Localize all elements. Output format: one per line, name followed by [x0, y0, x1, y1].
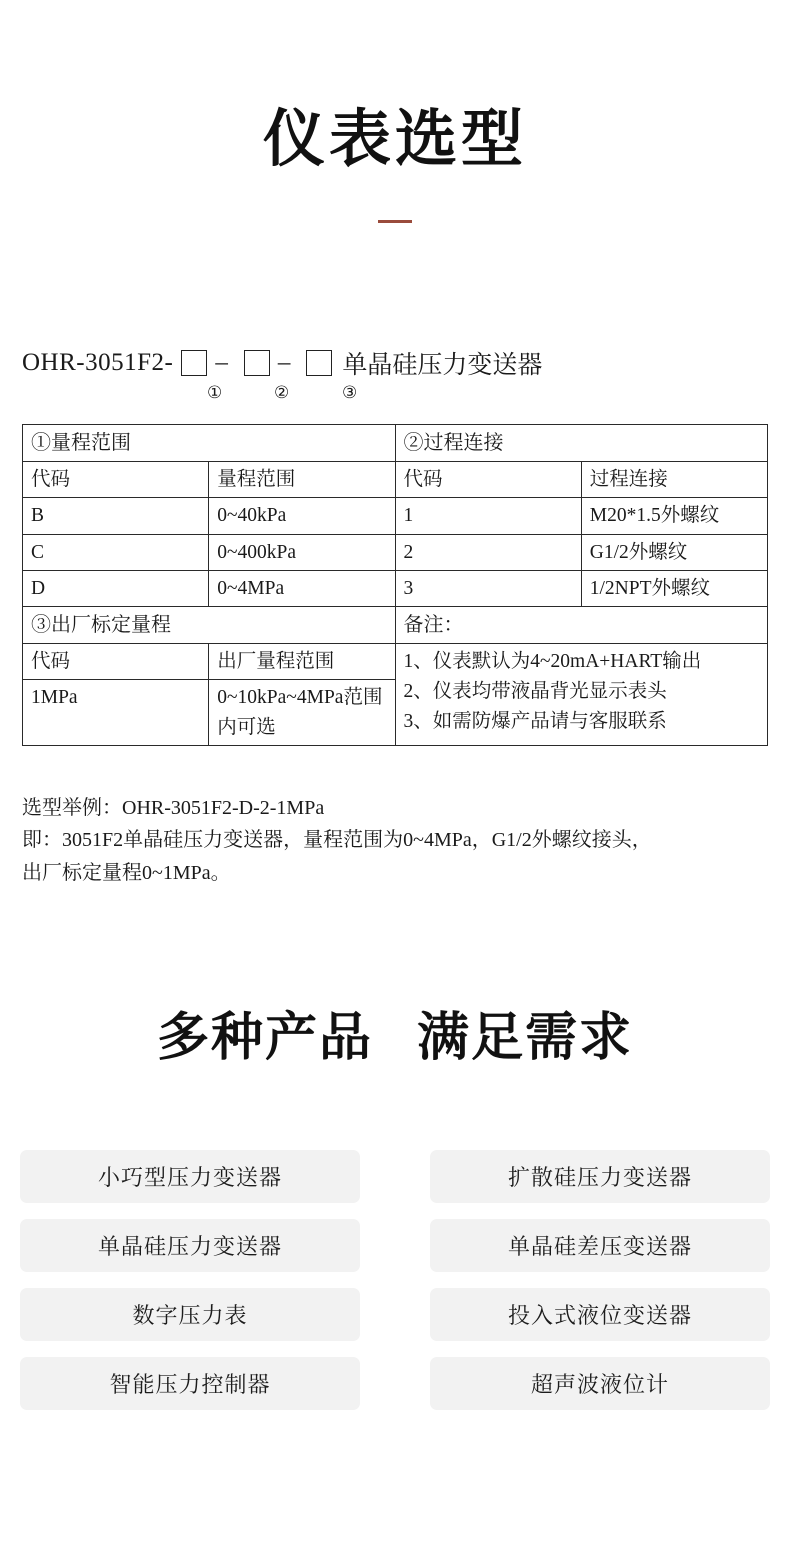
- range-code: C: [23, 534, 209, 570]
- conn-value: G1/2外螺纹: [581, 534, 767, 570]
- products-section-title: [0, 995, 790, 1070]
- conn-col-value: 过程连接: [581, 462, 767, 498]
- product-button-smart-pressure-controller[interactable]: 智能压力控制器: [20, 1357, 360, 1410]
- section3-title: ③出厂标定量程: [23, 607, 396, 644]
- conn-code: 1: [395, 498, 581, 534]
- factory-col-value: 出厂量程范围: [209, 644, 395, 680]
- conn-col-code: 代码: [395, 462, 581, 498]
- factory-col-code: 代码: [23, 644, 209, 680]
- model-marker-3: ③: [342, 383, 358, 402]
- remark-title: 备注：: [395, 607, 768, 644]
- section1-title: ①量程范围: [23, 425, 396, 462]
- model-code-line: [22, 340, 768, 386]
- conn-value: M20*1.5外螺纹: [581, 498, 767, 534]
- factory-code: 1MPa: [23, 680, 209, 746]
- table-row: [23, 534, 768, 570]
- conn-code: 3: [395, 570, 581, 606]
- remark-item: 2、仪表均带液晶背光显示表头: [403, 681, 667, 703]
- example-line-3: 出厂标定量程0~1MPa。: [22, 861, 231, 884]
- product-button-monocrystalline-silicon-differential-pressure-transmitter[interactable]: 单晶硅差压变送器: [430, 1219, 770, 1272]
- table-row: [23, 644, 768, 680]
- product-button-ultrasonic-level-meter[interactable]: 超声波液位计: [430, 1357, 770, 1410]
- range-col-code: 代码: [23, 462, 209, 498]
- section2-title: ②过程连接: [395, 425, 768, 462]
- table-row: [23, 498, 768, 534]
- table-row: [23, 462, 768, 498]
- example-line-1: 选型举例：OHR-3051F2-D-2-1MPa: [22, 797, 325, 819]
- table-row: [23, 607, 768, 644]
- title-divider: [378, 220, 412, 223]
- model-suffix: 单晶硅压力变送器: [342, 352, 543, 379]
- model-code-box-1: [181, 350, 207, 376]
- product-button-small-pressure-transmitter[interactable]: 小巧型压力变送器: [20, 1150, 360, 1203]
- table-row: [23, 425, 768, 462]
- factory-value: 0~10kPa~4MPa范围内可选: [209, 680, 395, 746]
- page-header: [0, 0, 790, 223]
- example-block: [22, 792, 774, 889]
- model-code-box-2: [244, 350, 270, 376]
- range-value: 0~40kPa: [209, 498, 395, 534]
- range-code: B: [23, 498, 209, 534]
- range-col-value: 量程范围: [209, 462, 395, 498]
- model-dash-1: –: [215, 349, 228, 376]
- range-value: 0~4MPa: [209, 570, 395, 606]
- product-button-digital-pressure-gauge[interactable]: 数字压力表: [20, 1288, 360, 1341]
- remark-cell: [395, 644, 768, 746]
- range-code: D: [23, 570, 209, 606]
- products-title-left: 多种产品: [156, 1008, 373, 1068]
- model-marker-1: ①: [207, 383, 223, 402]
- example-line-2: 即：3051F2单晶硅压力变送器，量程范围为0~4MPa，G1/2外螺纹接头，: [22, 829, 652, 852]
- products-title-right: 满足需求: [417, 1008, 634, 1068]
- model-marker-2: ②: [274, 383, 290, 402]
- model-dash-2: –: [277, 349, 291, 376]
- selection-table: [22, 424, 768, 746]
- product-button-grid: [20, 1150, 770, 1410]
- model-prefix: OHR-3051F2-: [22, 349, 174, 376]
- conn-value: 1/2NPT外螺纹: [581, 570, 767, 606]
- remark-item: 1、仪表默认为4~20mA+HART输出: [403, 651, 702, 672]
- model-marker-row: [22, 383, 768, 407]
- product-button-submersible-level-transmitter[interactable]: 投入式液位变送器: [430, 1288, 770, 1341]
- model-code-box-3: [306, 350, 332, 376]
- product-button-monocrystalline-silicon-pressure-transmitter[interactable]: 单晶硅压力变送器: [20, 1219, 360, 1272]
- range-value: 0~400kPa: [209, 534, 395, 570]
- remark-item: 3、如需防爆产品请与客服联系: [403, 711, 667, 733]
- conn-code: 2: [395, 534, 581, 570]
- product-button-diffused-silicon-pressure-transmitter[interactable]: 扩散硅压力变送器: [430, 1150, 770, 1203]
- page-title: 仪表选型: [262, 102, 527, 175]
- table-row: [23, 570, 768, 606]
